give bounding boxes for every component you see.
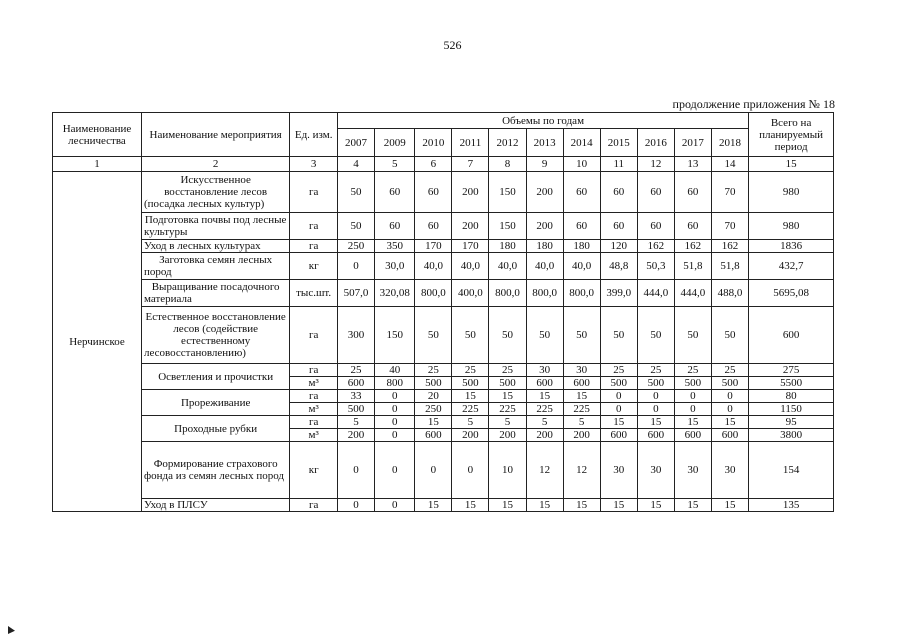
activity-name: Формирование страхового фонда из семян лесных пород (141, 442, 289, 499)
unit-cell: кг (290, 253, 338, 280)
value-cell: 50 (711, 307, 748, 364)
value-cell: 60 (600, 172, 637, 213)
value-cell: 15 (563, 499, 600, 512)
value-cell: 40,0 (526, 253, 563, 280)
value-cell: 50 (337, 213, 374, 240)
table-row (53, 213, 834, 240)
table-row (53, 172, 834, 213)
index-cell: 13 (674, 157, 711, 172)
value-cell: 40 (375, 364, 415, 377)
value-cell: 0 (711, 403, 748, 416)
value-cell: 50 (452, 307, 489, 364)
value-cell: 600 (415, 429, 452, 442)
value-cell: 40,0 (452, 253, 489, 280)
value-cell: 500 (674, 377, 711, 390)
value-cell: 25 (674, 364, 711, 377)
activity-name: Уход в лесных культурах (141, 240, 289, 253)
value-cell: 25 (337, 364, 374, 377)
value-cell: 15 (674, 416, 711, 429)
value-cell: 600 (637, 429, 674, 442)
value-cell: 70 (711, 172, 748, 213)
value-cell: 170 (452, 240, 489, 253)
table-row (53, 364, 834, 377)
value-cell: 50 (637, 307, 674, 364)
year-cell: 2017 (674, 129, 711, 157)
value-cell: 180 (563, 240, 600, 253)
value-cell: 500 (600, 377, 637, 390)
value-cell: 0 (337, 499, 374, 512)
value-cell: 25 (637, 364, 674, 377)
unit-cell: м³ (290, 377, 338, 390)
index-cell: 10 (563, 157, 600, 172)
unit-cell: м³ (290, 403, 338, 416)
header-forestry: Наименование лесничества (53, 113, 142, 157)
index-cell: 8 (489, 157, 526, 172)
value-cell: 0 (637, 403, 674, 416)
value-cell: 70 (711, 213, 748, 240)
index-cell: 4 (337, 157, 374, 172)
unit-cell: га (290, 390, 338, 403)
value-cell: 800,0 (526, 280, 563, 307)
value-cell: 50 (674, 307, 711, 364)
value-cell: 500 (337, 403, 374, 416)
total-cell: 1836 (749, 240, 834, 253)
value-cell: 50 (526, 307, 563, 364)
activity-name: Заготовка семян лесных пород (141, 253, 289, 280)
year-cell: 2015 (600, 129, 637, 157)
forestry-name: Нерчинское (53, 172, 142, 512)
value-cell: 15 (674, 499, 711, 512)
value-cell: 30 (637, 442, 674, 499)
page-number: 526 (443, 38, 462, 52)
value-cell: 30 (600, 442, 637, 499)
value-cell: 0 (375, 403, 415, 416)
index-cell: 12 (637, 157, 674, 172)
value-cell: 0 (375, 442, 415, 499)
value-cell: 50 (415, 307, 452, 364)
value-cell: 488,0 (711, 280, 748, 307)
value-cell: 500 (415, 377, 452, 390)
value-cell: 444,0 (637, 280, 674, 307)
table-row (53, 253, 834, 280)
value-cell: 200 (452, 429, 489, 442)
value-cell: 800,0 (563, 280, 600, 307)
table-row (53, 442, 834, 499)
unit-cell: га (290, 364, 338, 377)
value-cell: 200 (452, 172, 489, 213)
activity-name: Выращивание посадочного материала (141, 280, 289, 307)
value-cell: 25 (452, 364, 489, 377)
activity-name: Подготовка почвы под лесные культуры (141, 213, 289, 240)
value-cell: 15 (526, 499, 563, 512)
value-cell: 25 (711, 364, 748, 377)
index-cell: 15 (749, 157, 834, 172)
value-cell: 60 (415, 172, 452, 213)
total-cell: 5695,08 (749, 280, 834, 307)
value-cell: 0 (452, 442, 489, 499)
value-cell: 60 (637, 172, 674, 213)
value-cell: 500 (452, 377, 489, 390)
unit-cell: тыс.шт. (290, 280, 338, 307)
value-cell: 500 (489, 377, 526, 390)
value-cell: 0 (375, 499, 415, 512)
index-cell: 11 (600, 157, 637, 172)
value-cell: 30,0 (375, 253, 415, 280)
value-cell: 0 (674, 403, 711, 416)
value-cell: 12 (526, 442, 563, 499)
value-cell: 15 (637, 499, 674, 512)
value-cell: 15 (711, 416, 748, 429)
total-cell: 980 (749, 172, 834, 213)
index-cell: 1 (53, 157, 142, 172)
activity-name: Естественное восстановление лесов (содействие естественному лесовосстановлению) (141, 307, 289, 364)
value-cell: 50 (600, 307, 637, 364)
value-cell: 30 (674, 442, 711, 499)
value-cell: 200 (563, 429, 600, 442)
value-cell: 225 (452, 403, 489, 416)
value-cell: 30 (563, 364, 600, 377)
value-cell: 5 (452, 416, 489, 429)
year-cell: 2013 (526, 129, 563, 157)
unit-cell: га (290, 307, 338, 364)
value-cell: 200 (452, 213, 489, 240)
value-cell: 48,8 (600, 253, 637, 280)
value-cell: 15 (415, 499, 452, 512)
unit-cell: га (290, 172, 338, 213)
value-cell: 15 (637, 416, 674, 429)
value-cell: 15 (415, 416, 452, 429)
value-cell: 0 (375, 429, 415, 442)
total-cell: 275 (749, 364, 834, 377)
value-cell: 200 (489, 429, 526, 442)
value-cell: 60 (375, 213, 415, 240)
value-cell: 162 (637, 240, 674, 253)
value-cell: 250 (415, 403, 452, 416)
value-cell: 0 (600, 403, 637, 416)
value-cell: 350 (375, 240, 415, 253)
year-cell: 2016 (637, 129, 674, 157)
value-cell: 225 (526, 403, 563, 416)
value-cell: 800,0 (489, 280, 526, 307)
year-cell: 2011 (452, 129, 489, 157)
activity-name: Прореживание (141, 390, 289, 416)
index-row (53, 157, 834, 172)
value-cell: 5 (563, 416, 600, 429)
value-cell: 162 (674, 240, 711, 253)
unit-cell: м³ (290, 429, 338, 442)
value-cell: 0 (375, 416, 415, 429)
index-cell: 7 (452, 157, 489, 172)
value-cell: 225 (563, 403, 600, 416)
value-cell: 0 (637, 390, 674, 403)
value-cell: 15 (489, 499, 526, 512)
total-cell: 3800 (749, 429, 834, 442)
header-total: Всего на планируемый период (749, 113, 834, 157)
year-cell: 2018 (711, 129, 748, 157)
value-cell: 30 (526, 364, 563, 377)
value-cell: 399,0 (600, 280, 637, 307)
value-cell: 800 (375, 377, 415, 390)
value-cell: 0 (674, 390, 711, 403)
activity-name: Уход в ПЛСУ (141, 499, 289, 512)
value-cell: 25 (415, 364, 452, 377)
value-cell: 20 (415, 390, 452, 403)
value-cell: 0 (337, 253, 374, 280)
value-cell: 5 (489, 416, 526, 429)
unit-cell: га (290, 499, 338, 512)
value-cell: 60 (637, 213, 674, 240)
header-activity: Наименование мероприятия (141, 113, 289, 157)
value-cell: 0 (415, 442, 452, 499)
year-cell: 2007 (337, 129, 374, 157)
value-cell: 320,08 (375, 280, 415, 307)
value-cell: 40,0 (489, 253, 526, 280)
header-unit: Ед. изм. (290, 113, 338, 157)
value-cell: 500 (711, 377, 748, 390)
value-cell: 15 (526, 390, 563, 403)
value-cell: 60 (375, 172, 415, 213)
value-cell: 600 (674, 429, 711, 442)
value-cell: 180 (489, 240, 526, 253)
value-cell: 150 (489, 172, 526, 213)
index-cell: 3 (290, 157, 338, 172)
value-cell: 400,0 (452, 280, 489, 307)
value-cell: 0 (337, 442, 374, 499)
year-cell: 2014 (563, 129, 600, 157)
total-cell: 154 (749, 442, 834, 499)
table-row (53, 416, 834, 429)
value-cell: 50 (563, 307, 600, 364)
total-cell: 432,7 (749, 253, 834, 280)
total-cell: 1150 (749, 403, 834, 416)
value-cell: 600 (563, 377, 600, 390)
value-cell: 600 (526, 377, 563, 390)
value-cell: 60 (674, 172, 711, 213)
value-cell: 170 (415, 240, 452, 253)
value-cell: 150 (489, 213, 526, 240)
value-cell: 600 (600, 429, 637, 442)
activity-name: Проходные рубки (141, 416, 289, 442)
value-cell: 15 (600, 416, 637, 429)
value-cell: 15 (452, 390, 489, 403)
value-cell: 600 (337, 377, 374, 390)
value-cell: 25 (489, 364, 526, 377)
value-cell: 200 (526, 213, 563, 240)
value-cell: 50,3 (637, 253, 674, 280)
table-row (53, 280, 834, 307)
value-cell: 33 (337, 390, 374, 403)
value-cell: 50 (489, 307, 526, 364)
forestry-plan-table (52, 112, 834, 512)
value-cell: 15 (489, 390, 526, 403)
total-cell: 135 (749, 499, 834, 512)
value-cell: 200 (337, 429, 374, 442)
value-cell: 60 (415, 213, 452, 240)
value-cell: 120 (600, 240, 637, 253)
table-row (53, 307, 834, 364)
value-cell: 800,0 (415, 280, 452, 307)
value-cell: 0 (711, 390, 748, 403)
header-row (53, 113, 834, 129)
value-cell: 507,0 (337, 280, 374, 307)
unit-cell: кг (290, 442, 338, 499)
unit-cell: га (290, 213, 338, 240)
value-cell: 50 (337, 172, 374, 213)
value-cell: 15 (600, 499, 637, 512)
activity-name: Искусственное восстановление лесов (посадка лесных культур) (141, 172, 289, 213)
unit-cell: га (290, 240, 338, 253)
value-cell: 162 (711, 240, 748, 253)
index-cell: 6 (415, 157, 452, 172)
appendix-caption: продолжение приложения № 18 (672, 97, 835, 111)
value-cell: 500 (637, 377, 674, 390)
value-cell: 60 (563, 172, 600, 213)
total-cell: 600 (749, 307, 834, 364)
value-cell: 15 (563, 390, 600, 403)
table-row (53, 499, 834, 512)
value-cell: 225 (489, 403, 526, 416)
unit-cell: га (290, 416, 338, 429)
header-volumes: Объемы по годам (337, 113, 748, 129)
value-cell: 60 (674, 213, 711, 240)
value-cell: 300 (337, 307, 374, 364)
value-cell: 30 (711, 442, 748, 499)
index-cell: 2 (141, 157, 289, 172)
value-cell: 15 (452, 499, 489, 512)
value-cell: 12 (563, 442, 600, 499)
value-cell: 200 (526, 429, 563, 442)
total-cell: 980 (749, 213, 834, 240)
year-cell: 2012 (489, 129, 526, 157)
total-cell: 80 (749, 390, 834, 403)
value-cell: 5 (526, 416, 563, 429)
value-cell: 25 (600, 364, 637, 377)
total-cell: 95 (749, 416, 834, 429)
year-cell: 2010 (415, 129, 452, 157)
value-cell: 180 (526, 240, 563, 253)
value-cell: 600 (711, 429, 748, 442)
value-cell: 444,0 (674, 280, 711, 307)
value-cell: 0 (375, 390, 415, 403)
value-cell: 5 (337, 416, 374, 429)
value-cell: 150 (375, 307, 415, 364)
table-row (53, 390, 834, 403)
corner-mark (8, 626, 15, 634)
value-cell: 40,0 (415, 253, 452, 280)
index-cell: 14 (711, 157, 748, 172)
value-cell: 15 (711, 499, 748, 512)
index-cell: 9 (526, 157, 563, 172)
year-cell: 2009 (375, 129, 415, 157)
value-cell: 51,8 (711, 253, 748, 280)
value-cell: 60 (600, 213, 637, 240)
total-cell: 5500 (749, 377, 834, 390)
value-cell: 51,8 (674, 253, 711, 280)
value-cell: 200 (526, 172, 563, 213)
table-row (53, 240, 834, 253)
value-cell: 10 (489, 442, 526, 499)
value-cell: 40,0 (563, 253, 600, 280)
activity-name: Осветления и прочистки (141, 364, 289, 390)
value-cell: 250 (337, 240, 374, 253)
index-cell: 5 (375, 157, 415, 172)
value-cell: 0 (600, 390, 637, 403)
value-cell: 60 (563, 213, 600, 240)
